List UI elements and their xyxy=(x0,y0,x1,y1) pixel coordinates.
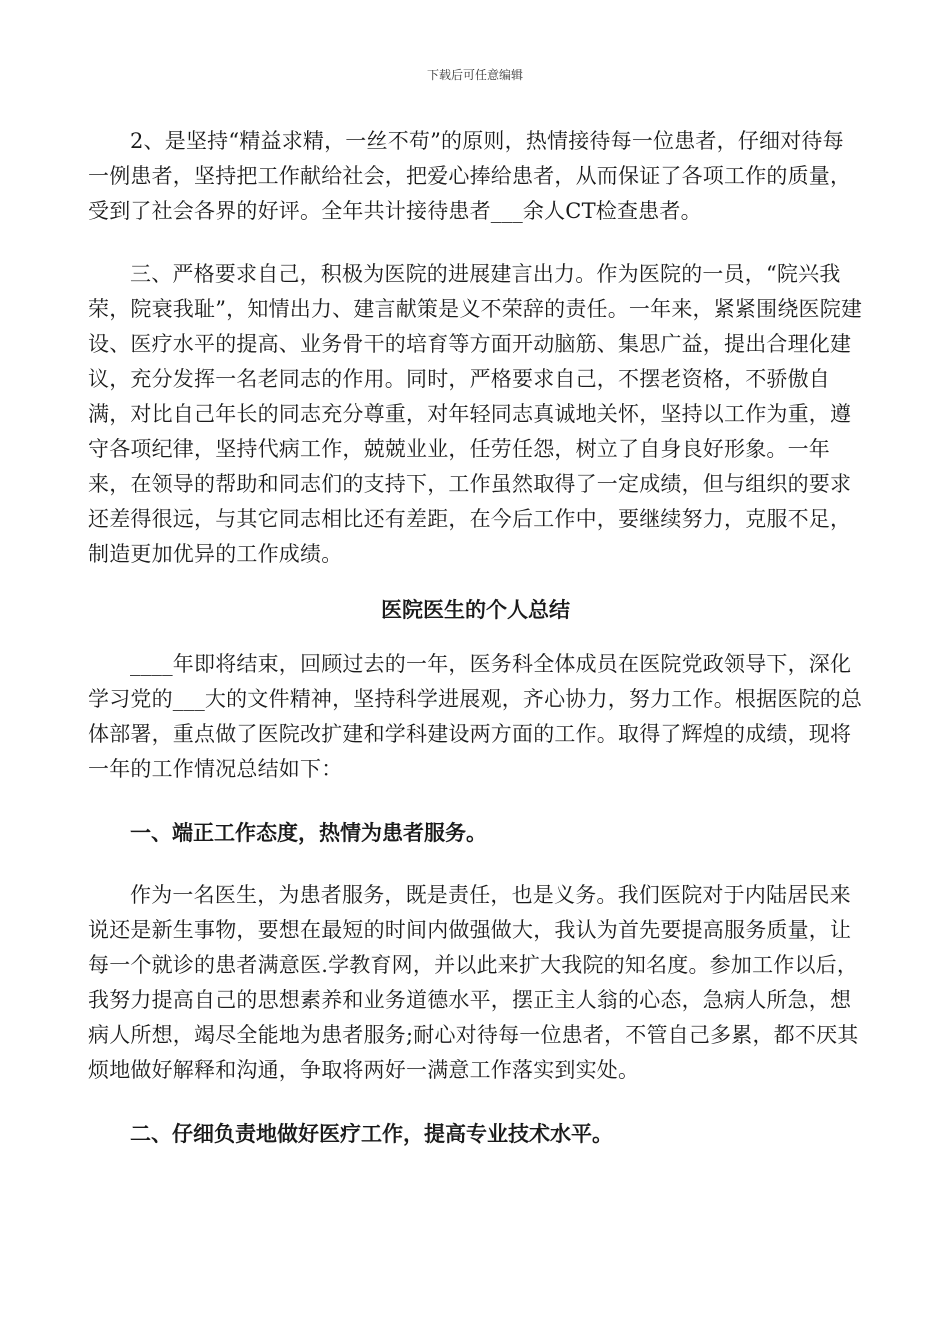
document-title: 医院医生的个人总结 xyxy=(381,597,570,622)
document-body xyxy=(88,124,863,1151)
page-header-note: 下载后可任意编辑 xyxy=(426,68,523,82)
paragraph-patient-service: 作为一名医生，为患者服务，既是责任，也是义务。我们医院对于内陆居民来说还是新生事物，要想在最短的时间内做强做大，我认为首先要提高服务质量，让每一个就诊的患者满意医.学教育网，并以此来扩大我院的知名度。参加工作以后，我努力提高自己的思想素养和业务道德水平，摆正主人翁的心态，急病人所急，想病人所想，竭尽全能地为患者服务;耐心对待每一位患者，不管自己多累，都不厌其烦地做好解释和沟通，争取将两好一满意工作落实到实处。 xyxy=(88,883,859,1082)
section-heading-attitude: 一、端正工作态度，热情为患者服务。 xyxy=(130,820,487,845)
paragraph-quality-service: 2、是坚持“精益求精，一丝不苟”的原则，热情接待每一位患者，仔细对待每一例患者，坚持把工作献给社会，把爱心捧给患者，从而保证了各项工作的质量，受到了社会各界的好评。全年共计接待患者___余人CT检查患者。 xyxy=(88,129,852,223)
paragraph-intro: ____年即将结束，回顾过去的一年，医务科全体成员在医院党政领导下，深化学习党的___大的文件精神，坚持科学进展观，齐心协力，努力工作。根据医院的总体部署，重点做了医院改扩建和学科建设两方面的工作。取得了辉煌的成绩，现将一年的工作情况总结如下： xyxy=(88,652,863,781)
section-heading-medical-work: 二、仔细负责地做好医疗工作，提高专业技术水平。 xyxy=(130,1121,613,1146)
paragraph-self-discipline: 三、严格要求自己，积极为医院的进展建言出力。作为医院的一员，“院兴我荣，院衰我耻”，知情出力、建言献策是义不荣辞的责任。一年来，紧紧围绕医院建设、医疗水平的提高、业务骨干的培育等方面开动脑筋、集思广益，提出合理化建议，充分发挥一名老同志的作用。同时，严格要求自己，不摆老资格，不骄傲自满，对比自己年长的同志充分尊重，对年轻同志真诚地关怀，坚持以工作为重，遵守各项纪律，坚持代病工作，兢兢业业，任劳任怨，树立了自身良好形象。一年来，在领导的帮助和同志们的支持下，工作虽然取得了一定成绩，但与组织的要求还差得很远，与其它同志相比还有差距，在今后工作中，要继续努力，克服不足，制造更加优异的工作成绩。 xyxy=(88,262,863,566)
